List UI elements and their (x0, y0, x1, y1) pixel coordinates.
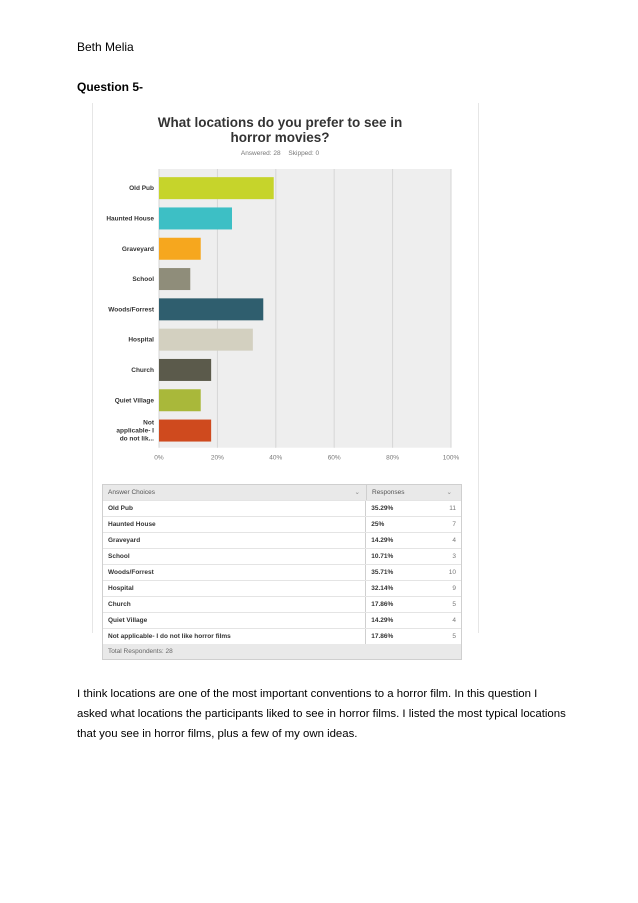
answer-choice: School (103, 549, 366, 564)
answer-choice: Church (103, 597, 366, 612)
responses-header[interactable]: Responses ⌄ (367, 485, 458, 500)
category-label: Graveyard (121, 245, 154, 253)
category-label: Not applicable- I do not lik... (116, 419, 154, 443)
response-percent: 10.71% (371, 553, 394, 560)
bar-3 (159, 268, 190, 290)
bar-1 (159, 207, 232, 229)
response-count: 4 (452, 537, 456, 544)
category-label: Old Pub (129, 185, 154, 193)
response-count: 4 (452, 617, 456, 624)
responses-table (102, 484, 462, 660)
response-count: 5 (452, 601, 456, 608)
answer-choice: Hospital (103, 581, 366, 596)
table-header (103, 485, 461, 501)
response-count: 11 (449, 505, 456, 512)
table-row (103, 533, 461, 549)
response-percent: 32.14% (371, 585, 394, 592)
x-tick-label: 0% (154, 454, 164, 462)
body-paragraph: I think locations are one of the most important conventions to a horror film. In this question I asked what locations the participants liked to see in horror films. I listed the most typical locations that you see in horror films, plus a few of my own ideas. (77, 688, 566, 740)
response-percent: 14.29% (371, 617, 394, 624)
author-name: Beth Melia (77, 40, 134, 54)
chart-title: What locations do you prefer to see in horror movies? (157, 115, 403, 145)
skipped-count: Skipped: 0 (288, 150, 320, 157)
response-percent: 35.29% (371, 505, 394, 512)
response-count: 3 (452, 553, 456, 560)
response-count: 7 (452, 521, 456, 528)
chevron-down-icon: ⌄ (446, 489, 452, 496)
category-label: Hospital (128, 336, 154, 344)
chart-meta (155, 150, 405, 157)
answer-choice: Quiet Village (103, 613, 366, 628)
table-row (103, 597, 461, 613)
response-count: 9 (452, 585, 456, 592)
response-count: 10 (448, 569, 456, 576)
answer-choice: Old Pub (103, 501, 366, 516)
response-percent: 25% (371, 521, 385, 528)
bar-8 (159, 420, 211, 442)
category-label: Quiet Village (114, 397, 154, 405)
table-row (103, 629, 461, 644)
table-row (103, 501, 461, 517)
answered-count: Answered: 28 (240, 150, 281, 157)
bar-7 (159, 389, 201, 411)
answer-choices-header[interactable]: Answer Choices ⌄ (103, 485, 367, 500)
response-percent: 17.86% (371, 601, 394, 608)
answer-choice: Graveyard (103, 533, 366, 548)
bar-0 (159, 177, 274, 199)
response-percent: 14.29% (371, 537, 394, 544)
table-row (103, 517, 461, 533)
category-label: Church (131, 366, 154, 374)
response-percent: 35.71% (371, 569, 394, 576)
bar-chart (93, 103, 478, 473)
answer-choice: Not applicable- I do not like horror films (103, 629, 366, 644)
table-row (103, 581, 461, 597)
bar-5 (159, 329, 253, 351)
category-label: Woods/Forrest (108, 306, 154, 314)
table-row (103, 613, 461, 629)
x-tick-label: 40% (269, 454, 283, 462)
survey-figure (92, 103, 479, 655)
x-tick-label: 80% (386, 454, 400, 462)
table-footer (103, 644, 461, 659)
answer-choice: Woods/Forrest (103, 565, 366, 580)
category-label: School (132, 276, 154, 284)
category-label: Haunted House (106, 215, 154, 223)
table-row (103, 565, 461, 581)
x-tick-label: 60% (327, 454, 341, 462)
question-heading: Question 5- (77, 80, 144, 94)
bar-6 (159, 359, 211, 381)
x-tick-label: 20% (210, 454, 224, 462)
x-tick-label: 100% (442, 454, 460, 462)
total-respondents: Total Respondents: 28 (108, 648, 173, 655)
bar-2 (159, 238, 201, 260)
response-percent: 17.86% (371, 633, 394, 640)
chevron-down-icon: ⌄ (354, 489, 360, 496)
response-count: 5 (452, 633, 456, 640)
bar-4 (159, 298, 263, 320)
table-row (103, 549, 461, 565)
answer-choice: Haunted House (103, 517, 366, 532)
